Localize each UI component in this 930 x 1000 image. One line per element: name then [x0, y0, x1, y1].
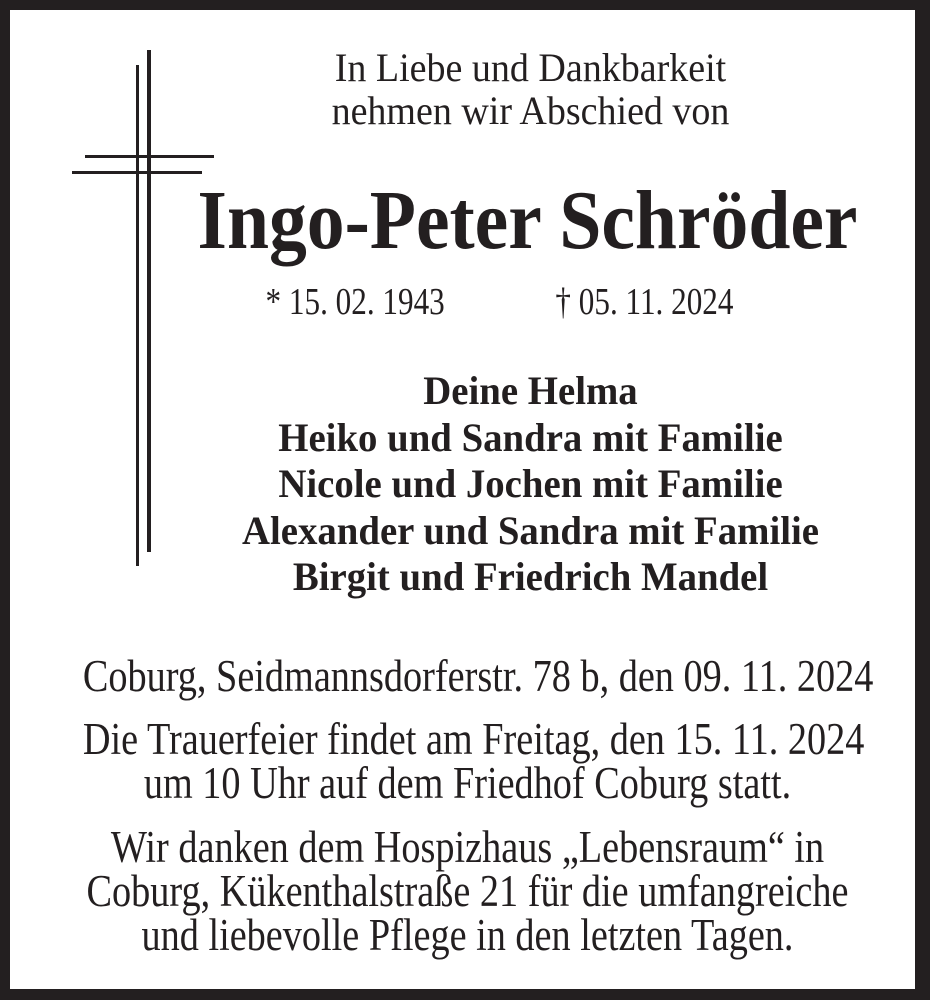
mourner-line: Birgit und Friedrich Mandel	[292, 554, 769, 599]
place-and-date-line: Coburg, Seidmannsdorferstr. 78 b, den 09. 11. 2024	[82, 651, 874, 701]
mourner-line: Heiko und Sandra mit Familie	[278, 414, 783, 460]
intro-line-1: In Liebe und Dankbarkeit	[334, 45, 727, 90]
cross-horizontal-line-bottom	[72, 171, 202, 174]
thanks-line-2: Coburg, Kükenthalstraße 21 für die umfangreiche	[86, 866, 849, 916]
life-dates	[128, 282, 870, 322]
mourner-line: Nicole und Jochen mit Familie	[278, 461, 783, 506]
funeral-info	[82, 714, 865, 808]
funeral-line-2: um 10 Uhr auf dem Friedhof Coburg statt.	[143, 758, 792, 808]
mourners-list	[92, 368, 930, 601]
thanks-note	[83, 822, 852, 960]
thanks-line-1: Wir danken dem Hospizhaus „Lebensraum“ in	[110, 822, 825, 872]
funeral-line-1: Die Trauerfeier findet am Freitag, den 15. 11. 2024	[82, 714, 865, 764]
intro-text	[101, 46, 930, 132]
death-date: † 05. 11. 2024	[555, 281, 734, 323]
intro-line-2: nehmen wir Abschied von	[331, 88, 730, 133]
mourner-line: Deine Helma	[423, 368, 638, 413]
mourner-line: Alexander und Sandra mit Familie	[241, 507, 820, 553]
deceased-name: Ingo-Peter Schröder	[197, 174, 858, 267]
thanks-line-3: und liebevolle Pflege in den letzten Tagen.	[141, 910, 794, 960]
birth-date: * 15. 02. 1943	[265, 281, 445, 323]
cross-horizontal-line-top	[85, 155, 214, 158]
